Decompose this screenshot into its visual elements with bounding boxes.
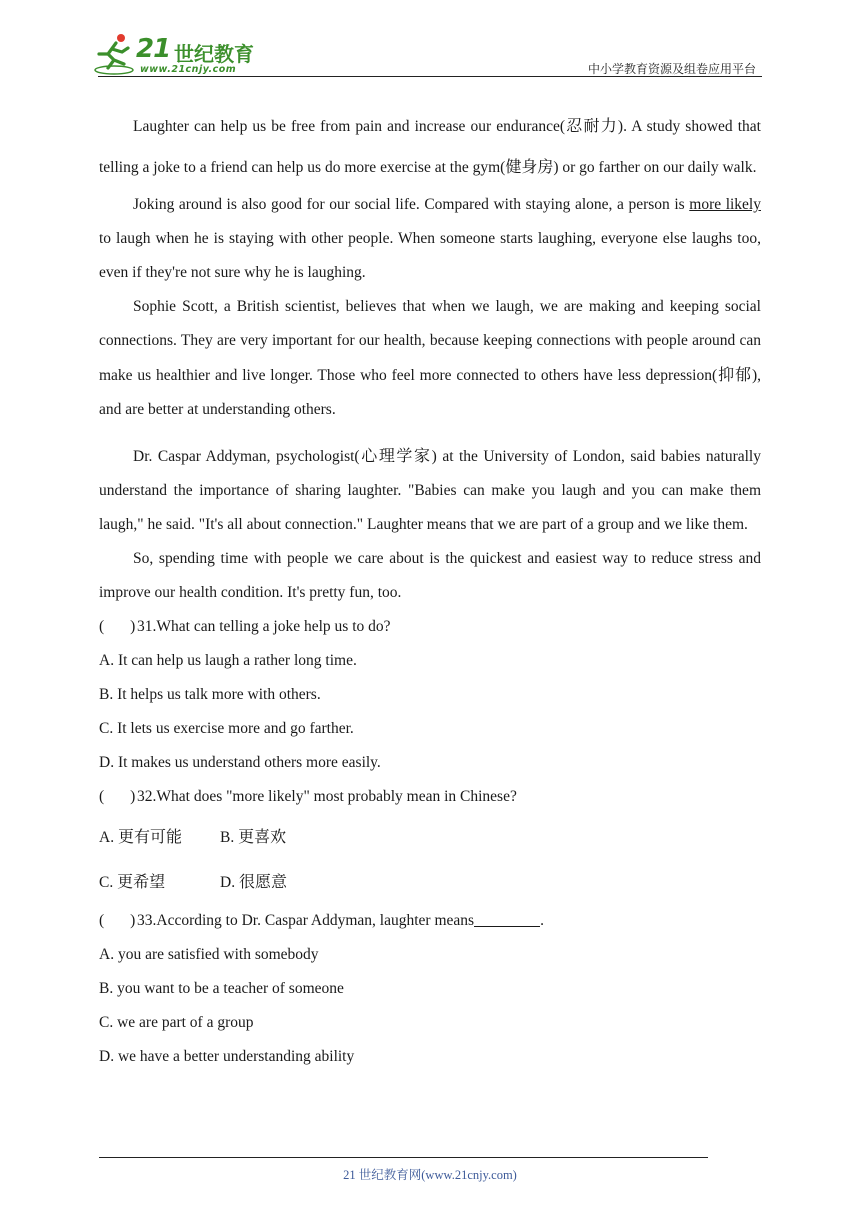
option-letter: C. <box>99 874 114 891</box>
fill-blank[interactable] <box>474 910 540 927</box>
option-d: D. we have a better understanding ability <box>99 1048 355 1065</box>
question-33-stem <box>99 904 761 938</box>
option-d: D. It makes us understand others more easily. <box>99 754 381 771</box>
option-letter: B. <box>220 829 235 846</box>
paragraph-1 <box>99 106 761 188</box>
option-d <box>220 874 287 891</box>
answer-bracket <box>99 780 137 814</box>
question-33 <box>99 904 761 1074</box>
paragraph-1-text-a: Laughter can help us be free from pain and increase our endurance( <box>133 118 566 135</box>
paragraph-4-text-a: Dr. Caspar Addyman, psychologist( <box>133 448 360 465</box>
paragraph-5: So, spending time with people we care about is the quickest and easiest way to reduce stress and improve our health condition. It's pretty fun, too. <box>99 550 761 601</box>
underlined-phrase: more likely <box>689 196 761 213</box>
runner-logo-icon <box>94 32 138 76</box>
gloss-psychologist: 心理学家 <box>359 446 432 465</box>
bracket-open: ( <box>99 788 105 805</box>
paragraph-4-text-b: ) at the University of London, said babies naturally understand the importance of sharing laughter. "Babies can make you laugh and you can make them laugh," he said. "It's all about connection." Laughter means that we are part of a group and we like them. <box>99 448 761 533</box>
question-31 <box>99 610 761 780</box>
option-text: 很愿意 <box>238 872 287 891</box>
question-32 <box>99 780 761 904</box>
option-a <box>99 814 220 860</box>
options-row-ab <box>99 814 761 859</box>
option-a: A. It can help us laugh a rather long time. <box>99 652 357 669</box>
page-header <box>0 0 860 80</box>
bracket-open: ( <box>99 618 105 635</box>
bracket-close: ) <box>130 618 136 635</box>
logo-url: www.21cnjy.com <box>140 64 237 75</box>
option-a: A. you are satisfied with somebody <box>99 946 319 963</box>
option-b: B. It helps us talk more with others. <box>99 686 321 703</box>
option-letter: A. <box>99 829 115 846</box>
answer-bracket <box>99 904 137 938</box>
answer-bracket <box>99 610 137 644</box>
question-text: 31.What can telling a joke help us to do? <box>137 618 391 635</box>
paragraph-3 <box>99 290 761 427</box>
footer-link[interactable]: 21 世纪教育网(www.21cnjy.com) <box>343 1168 517 1182</box>
logo-text: 世纪教育 <box>174 42 254 66</box>
bracket-close: ) <box>130 788 136 805</box>
question-text: 33.According to Dr. Caspar Addyman, laughter means <box>137 912 475 929</box>
gloss-gym: 健身房 <box>505 157 554 176</box>
options-row-cd <box>99 859 761 904</box>
paragraph-2-text-a: Joking around is also good for our social life. Compared with staying alone, a person is <box>133 196 690 213</box>
footer-divider <box>99 1157 708 1158</box>
bracket-open: ( <box>99 912 105 929</box>
header-divider <box>98 76 762 77</box>
option-text: 更有可能 <box>117 827 182 846</box>
option-b <box>220 829 286 846</box>
passage-content <box>99 106 761 1074</box>
platform-title: 中小学教育资源及组卷应用平台 <box>587 62 756 76</box>
logo-number: 21 <box>136 34 171 64</box>
gloss-endurance: 忍耐力 <box>565 116 618 135</box>
paragraph-2 <box>99 188 761 290</box>
option-text: 更喜欢 <box>238 827 287 846</box>
option-c <box>99 859 220 905</box>
bracket-close: ) <box>130 912 136 929</box>
option-letter: D. <box>220 874 236 891</box>
stem-end: . <box>540 912 544 929</box>
question-31-stem <box>99 610 761 644</box>
gloss-depression: 抑郁 <box>717 365 752 384</box>
site-logo[interactable] <box>94 32 264 78</box>
option-b: B. you want to be a teacher of someone <box>99 980 344 997</box>
paragraph-1-text-b: ). A study showed that telling a joke to a friend can help us do more exercise at the gym( <box>99 118 761 176</box>
paragraph-3-text-b: ), and are better at understanding others. <box>99 367 761 418</box>
paragraph-1-text-c: ) or go farther on our daily walk. <box>553 159 757 176</box>
option-text: 更希望 <box>117 872 166 891</box>
option-c: C. we are part of a group <box>99 1014 254 1031</box>
question-32-stem <box>99 780 761 814</box>
paragraph-3-text-a: Sophie Scott, a British scientist, believes that when we laugh, we are making and keeping social connections. They are very important for our health, because keeping connections with people around can make us healthier and live longer. Those who feel more connected to others have less depression( <box>99 298 761 384</box>
option-c: C. It lets us exercise more and go farther. <box>99 720 354 737</box>
question-text: 32.What does "more likely" most probably mean in Chinese? <box>137 788 517 805</box>
paragraph-4 <box>99 439 761 542</box>
paragraph-2-text-b: to laugh when he is staying with other people. When someone starts laughing, everyone else laughs too, even if they're not sure why he is laughing. <box>99 230 761 281</box>
